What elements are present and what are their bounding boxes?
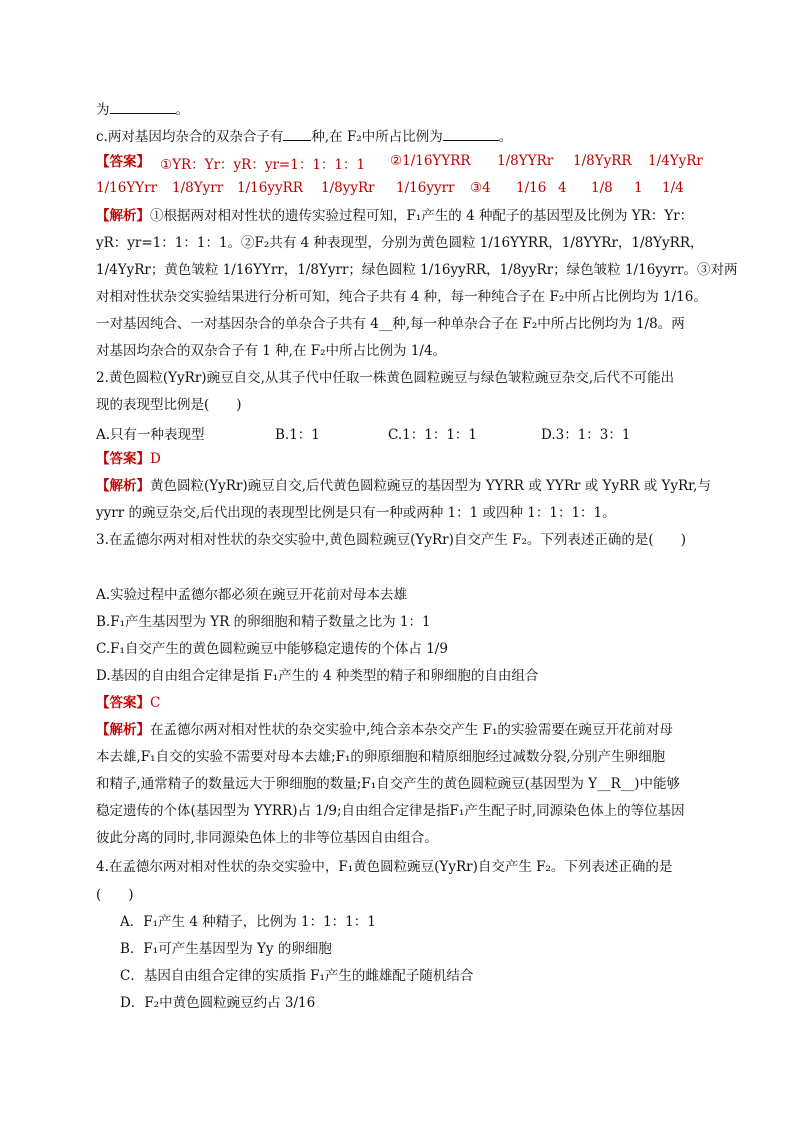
- q4-stem: ( ): [96, 887, 134, 903]
- q3-analysis-line: 和精子,通常精子的数量远大于卵细胞的数量;F₁自交产生的黄色圆粒豌豆(基因型为 Y__R__)中能够: [96, 776, 681, 792]
- answer-item: 1/8YYRr: [497, 153, 554, 169]
- answer-item: 1/16YYrr: [96, 180, 158, 196]
- q3-answer: 【答案】C: [96, 695, 161, 711]
- answer-item: 4: [558, 180, 567, 196]
- q2-answer: 【答案】D: [96, 451, 161, 467]
- q4-option-b[interactable]: B．F₁可产生基因型为 Yy 的卵细胞: [120, 941, 332, 957]
- answer-item: ①YR：Yr：yR：yr=1：1：1：1: [160, 157, 366, 173]
- q1-analysis-line: 对基因均杂合的双杂合子有 1 种,在 F₂中所占比例为 1/4。: [96, 343, 447, 359]
- answer-item: 1/16yyRR: [237, 180, 303, 196]
- q4-stem: 4.在孟德尔两对相对性状的杂交实验中，F₁黄色圆粒豌豆(YyRr)自交产生 F₂。下列表述正确的是: [96, 859, 673, 875]
- q3-analysis-line: 彼此分离的同时,非同源染色体上的非等位基因自由组合。: [96, 830, 438, 846]
- q1-analysis-line: 【解析】①根据两对相对性状的遗传实验过程可知，F₁产生的 4 种配子的基因型及比例为 YR：Yr：: [96, 208, 694, 224]
- answer-item: 1/8yyRr: [321, 180, 375, 196]
- answer-item: ②1/16YYRR: [390, 153, 471, 169]
- q4-option-d[interactable]: D．F₂中黄色圆粒豌豆约占 3/16: [120, 995, 316, 1011]
- answer-blank: [443, 127, 499, 141]
- q1-analysis-line: yR：yr=1：1：1：1。②F₂共有 4 种表现型，分别为黄色圆粒 1/16YYRR，1/8YYRr，1/8YyRR，: [96, 235, 704, 251]
- q3-option-a[interactable]: A.实验过程中孟德尔都必须在豌豆开花前对母本去雄: [96, 587, 408, 603]
- q2-analysis-line: yyrr 的豌豆杂交,后代出现的表现型比例是只有一种或两种 1：1 或四种 1：1：1：1。: [96, 505, 616, 521]
- q2-stem: 现的表现型比例是( ): [96, 397, 242, 413]
- q3-option-b[interactable]: B.F₁产生基因型为 YR 的卵细胞和精子数量之比为 1：1: [96, 614, 431, 630]
- q1-analysis-line: 一对基因纯合、一对基因杂合的单杂合子共有 4__种,每一种单杂合子在 F₂中所占比例均为 1/8。两: [96, 316, 685, 332]
- answer-blank: [110, 100, 176, 114]
- q2-option-b[interactable]: B.1：1: [275, 427, 320, 443]
- answer-blank: [283, 127, 311, 141]
- q1-answer-row-1: 【答案】: [96, 154, 150, 170]
- q2-analysis-line: 【解析】黄色圆粒(YyRr)豌豆自交,后代黄色圆粒豌豆的基因型为 YYRR 或 YYRr 或 YyRR 或 YyRr,与: [96, 478, 711, 494]
- q3-analysis-line: 稳定遗传的个体(基因型为 YYRR)占 1/9;自由组合定律是指F₁产生配子时,同源染色体上的等位基因: [96, 803, 685, 819]
- q1-analysis-line: 对相对性状杂交实验结果进行分析可知，纯合子共有 4 种，每一种纯合子在 F₂中所占比例均为 1/16。: [96, 289, 707, 305]
- q3-option-c[interactable]: C.F₁自交产生的黄色圆粒豌豆中能够稳定遗传的个体占 1/9: [96, 641, 448, 657]
- answer-item: 1/16: [516, 180, 547, 196]
- q4-option-c[interactable]: C．基因自由组合定律的实质指 F₁产生的雌雄配子随机结合: [120, 968, 474, 984]
- answer-item: 1/8: [591, 180, 613, 196]
- q3-stem: 3.在孟德尔两对相对性状的杂交实验中,黄色圆粒豌豆(YyRr)自交产生 F₂。下列表述正确的是( ): [96, 532, 686, 548]
- q1-fill-line-b: 为 。: [96, 102, 189, 118]
- answer-item: 1/4: [662, 180, 684, 196]
- q4-option-a[interactable]: A．F₁产生 4 种精子，比例为 1：1：1：1: [120, 914, 376, 930]
- q2-option-c[interactable]: C.1：1：1：1: [388, 427, 477, 443]
- q3-option-d[interactable]: D.基因的自由组合定律是指 F₁产生的 4 种类型的精子和卵细胞的自由组合: [96, 668, 539, 684]
- q2-option-a[interactable]: A.只有一种表现型: [96, 427, 205, 443]
- q3-analysis-line: 【解析】在孟德尔两对相对性状的杂交实验中,纯合亲本杂交产生 F₁的实验需要在豌豆开花前对母: [96, 722, 673, 738]
- answer-item: 1/4YyRr: [648, 153, 703, 169]
- answer-item: 1/8YyRR: [573, 153, 632, 169]
- q2-option-d[interactable]: D.3：1：3：1: [541, 427, 631, 443]
- q3-analysis-line: 本去雄,F₁自交的实验不需要对母本去雄;F₁的卵原细胞和精原细胞经过减数分裂,分别产生卵细胞: [96, 749, 666, 765]
- q2-stem: 2.黄色圆粒(YyRr)豌豆自交,从其子代中任取一株黄色圆粒豌豆与绿色皱粒豌豆杂交,后代不可能出: [96, 370, 675, 386]
- answer-item: 1/8Yyrr: [172, 180, 224, 196]
- answer-item: 1/16yyrr: [396, 180, 455, 196]
- q1-fill-line-c: c.两对基因均杂合的双杂合子有 种,在 F₂中所占比例为 。: [96, 129, 513, 145]
- q1-analysis-line: 1/4YyRr；黄色皱粒 1/16YYrr，1/8Yyrr；绿色圆粒 1/16yyRR，1/8yyRr；绿色皱粒 1/16yyrr。③对两: [96, 262, 738, 278]
- answer-item: ③4: [470, 180, 491, 196]
- answer-item: 1: [634, 180, 643, 196]
